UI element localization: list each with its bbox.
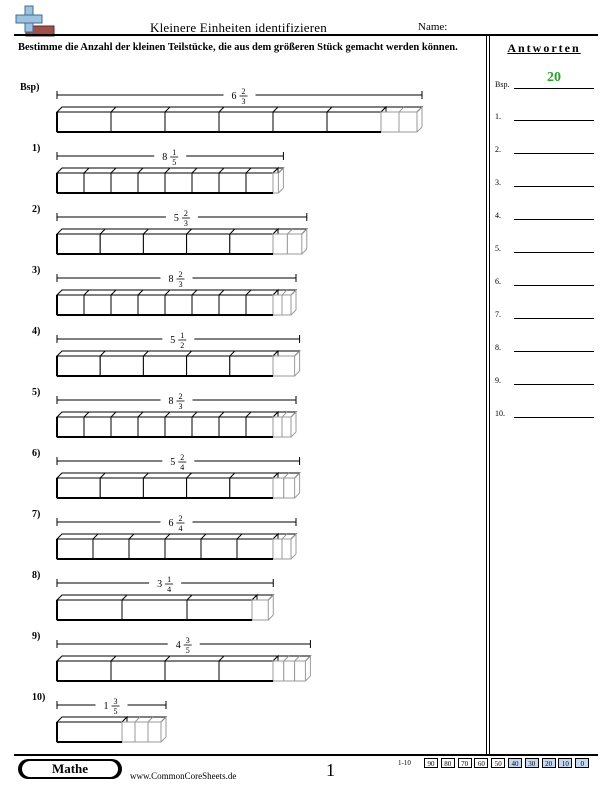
bar-top-face [57, 290, 296, 295]
fraction-denominator: 5 [185, 646, 190, 655]
problem-label: 9) [32, 631, 41, 642]
whole-block [143, 478, 186, 498]
mixed-number-whole: 8 [168, 274, 174, 285]
small-piece [273, 417, 282, 437]
whole-block [111, 112, 165, 132]
bar-top-face [57, 534, 296, 539]
mixed-number-whole: 4 [175, 640, 181, 651]
bar-top-face [57, 717, 166, 722]
answer-column-divider [486, 35, 487, 755]
fraction-numerator: 3 [185, 636, 190, 645]
answer-example-value: 20 [547, 70, 561, 85]
whole-block [165, 417, 192, 437]
whole-block [84, 295, 111, 315]
whole-block [57, 478, 100, 498]
score-cell: 20 [542, 758, 556, 768]
answer-line[interactable] [514, 351, 594, 352]
answer-number: 6. [495, 277, 501, 286]
answer-line[interactable] [514, 120, 594, 121]
fraction-numerator: 2 [180, 453, 185, 462]
fraction-denominator: 4 [167, 585, 172, 594]
label-backdrop [161, 390, 193, 410]
whole-block [100, 356, 143, 376]
answer-number: 10. [495, 409, 505, 418]
whole-block [192, 173, 219, 193]
piece-side-edge [268, 615, 273, 620]
score-cell: 70 [458, 758, 472, 768]
whole-block [201, 539, 237, 559]
website-url: www.CommonCoreSheets.de [130, 771, 237, 781]
whole-block [187, 356, 230, 376]
fraction-numerator: 1 [180, 331, 185, 340]
whole-block [111, 295, 138, 315]
small-piece [273, 539, 282, 559]
whole-block [230, 234, 273, 254]
mixed-number-whole: 8 [162, 152, 168, 163]
whole-block [165, 539, 201, 559]
small-piece [273, 173, 278, 193]
answer-number: 5. [495, 244, 501, 253]
small-piece [284, 661, 295, 681]
problem-label: 2) [32, 204, 41, 215]
whole-block [100, 478, 143, 498]
bar-top-face [57, 473, 300, 478]
whole-block [111, 173, 138, 193]
whole-block [230, 478, 273, 498]
piece-side-edge [291, 554, 296, 559]
piece-side-edge [291, 432, 296, 437]
bar-top-face [57, 351, 300, 356]
mixed-number-whole: 6 [231, 91, 237, 102]
small-piece [287, 234, 301, 254]
whole-block [57, 295, 84, 315]
problem-label: Bsp) [20, 82, 40, 93]
whole-block [273, 112, 327, 132]
page-title: Kleinere Einheiten identifizieren [150, 20, 327, 35]
whole-block [192, 295, 219, 315]
fraction-numerator: 2 [241, 87, 246, 96]
small-piece [273, 295, 282, 315]
whole-block [57, 234, 100, 254]
label-backdrop [149, 573, 181, 593]
score-cell: 0 [575, 758, 589, 768]
fraction-numerator: 2 [178, 514, 183, 523]
whole-block [143, 234, 186, 254]
whole-block [143, 356, 186, 376]
piece-side-edge [295, 493, 300, 498]
whole-block [246, 295, 273, 315]
answer-number: 8. [495, 343, 501, 352]
whole-block [165, 661, 219, 681]
whole-block [129, 539, 165, 559]
footer-divider [14, 754, 598, 756]
mixed-number-whole: 1 [103, 701, 109, 712]
fraction-denominator: 4 [178, 524, 183, 533]
small-piece [381, 112, 399, 132]
whole-block [57, 173, 84, 193]
whole-block [246, 417, 273, 437]
whole-block [111, 661, 165, 681]
whole-block [138, 295, 165, 315]
mixed-number-whole: 8 [168, 396, 174, 407]
whole-block [230, 356, 273, 376]
answer-example-label: Bsp. [495, 80, 510, 89]
problem-label: 7) [32, 509, 41, 520]
whole-block [122, 600, 187, 620]
small-piece [252, 600, 268, 620]
mixed-number-whole: 5 [170, 457, 176, 468]
whole-block [246, 173, 273, 193]
whole-block [84, 417, 111, 437]
score-cell: 50 [491, 758, 505, 768]
page-number: 1 [326, 760, 335, 780]
answer-line[interactable] [514, 318, 594, 319]
answers-title: Antworten [507, 41, 581, 55]
problem-label: 6) [32, 448, 41, 459]
small-piece [282, 539, 291, 559]
label-backdrop [162, 451, 194, 471]
piece-side-edge [161, 737, 166, 742]
problem-label: 1) [32, 143, 41, 154]
fraction-numerator: 2 [178, 392, 183, 401]
fraction-denominator: 5 [172, 158, 177, 167]
answer-line[interactable] [514, 285, 594, 286]
small-piece [273, 356, 295, 376]
small-piece [135, 722, 148, 742]
fraction-numerator: 2 [183, 209, 188, 218]
fraction-denominator: 3 [183, 219, 188, 228]
label-backdrop [154, 146, 186, 166]
problem-label: 8) [32, 570, 41, 581]
small-piece [122, 722, 135, 742]
fraction-denominator: 3 [178, 402, 183, 411]
whole-block [219, 417, 246, 437]
fraction-numerator: 1 [167, 575, 172, 584]
score-range-label: 1-10 [398, 759, 411, 767]
fraction-denominator: 3 [241, 97, 246, 106]
score-cell: 60 [474, 758, 488, 768]
piece-side-edge [417, 127, 422, 132]
fraction-numerator: 2 [178, 270, 183, 279]
small-piece [273, 661, 284, 681]
bar-top-face [57, 229, 307, 234]
whole-block [93, 539, 129, 559]
whole-block [219, 112, 273, 132]
fraction-denominator: 2 [180, 341, 185, 350]
whole-block [192, 417, 219, 437]
mixed-number-whole: 5 [170, 335, 176, 346]
whole-block [327, 112, 381, 132]
piece-side-edge [295, 371, 300, 376]
answer-line[interactable] [514, 384, 594, 385]
label-backdrop [224, 85, 256, 105]
label-backdrop [161, 268, 193, 288]
problem-label: 10) [32, 692, 46, 703]
answer-number: 9. [495, 376, 501, 385]
whole-block [57, 112, 111, 132]
whole-block [187, 234, 230, 254]
answer-example-line [514, 88, 594, 89]
instructions: Bestimme die Anzahl der kleinen Teilstücke, die aus dem größeren Stück gemacht werden können. [18, 42, 458, 53]
brand-label: Mathe [22, 761, 118, 777]
label-backdrop [168, 634, 200, 654]
whole-block [237, 539, 273, 559]
label-backdrop [96, 695, 128, 715]
score-cell: 80 [441, 758, 455, 768]
answer-line[interactable] [514, 153, 594, 154]
fraction-denominator: 3 [178, 280, 183, 289]
whole-block [165, 295, 192, 315]
answer-column-divider-inner [489, 35, 490, 755]
bar-top-face [57, 595, 273, 600]
mixed-number-whole: 3 [157, 579, 163, 590]
piece-side-edge [305, 676, 310, 681]
fraction-numerator: 3 [113, 697, 118, 706]
answer-line[interactable] [514, 252, 594, 253]
small-piece [282, 295, 291, 315]
whole-block [100, 234, 143, 254]
answer-number: 3. [495, 178, 501, 187]
whole-block [84, 173, 111, 193]
small-piece [273, 234, 287, 254]
score-cell: 10 [558, 758, 572, 768]
small-piece [284, 478, 295, 498]
answer-number: 2. [495, 145, 501, 154]
whole-block [187, 600, 252, 620]
whole-block [219, 173, 246, 193]
small-piece [282, 417, 291, 437]
whole-block [57, 539, 93, 559]
whole-block [57, 417, 84, 437]
whole-block [219, 295, 246, 315]
small-piece [399, 112, 417, 132]
mixed-number-whole: 5 [173, 213, 179, 224]
answer-line[interactable] [514, 186, 594, 187]
score-cell: 40 [508, 758, 522, 768]
answer-line[interactable] [514, 219, 594, 220]
bar-top-face [57, 168, 283, 173]
fraction-denominator: 5 [113, 707, 118, 716]
whole-block [138, 173, 165, 193]
piece-side-edge [302, 249, 307, 254]
whole-block [57, 661, 111, 681]
label-backdrop [166, 207, 198, 227]
small-piece [273, 478, 284, 498]
problem-label: 3) [32, 265, 41, 276]
score-cell: 90 [424, 758, 438, 768]
whole-block [111, 417, 138, 437]
bar-top-face [57, 412, 296, 417]
fraction-numerator: 1 [172, 148, 177, 157]
answer-number: 1. [495, 112, 501, 121]
whole-block [187, 478, 230, 498]
small-piece [295, 661, 306, 681]
answer-number: 7. [495, 310, 501, 319]
piece-side-edge [291, 310, 296, 315]
label-backdrop [162, 329, 194, 349]
mixed-number-whole: 6 [168, 518, 174, 529]
whole-block [57, 356, 100, 376]
whole-block [57, 722, 122, 742]
whole-block [165, 112, 219, 132]
whole-block [219, 661, 273, 681]
whole-block [57, 600, 122, 620]
whole-block [165, 173, 192, 193]
score-cell: 30 [525, 758, 539, 768]
bar-top-face [57, 656, 310, 661]
fraction-denominator: 4 [180, 463, 185, 472]
piece-side-edge [278, 188, 283, 193]
problem-label: 4) [32, 326, 41, 337]
whole-block [138, 417, 165, 437]
answer-line[interactable] [514, 417, 594, 418]
name-label: Name: [418, 21, 448, 33]
small-piece [148, 722, 161, 742]
label-backdrop [161, 512, 193, 532]
problem-label: 5) [32, 387, 41, 398]
answer-number: 4. [495, 211, 501, 220]
